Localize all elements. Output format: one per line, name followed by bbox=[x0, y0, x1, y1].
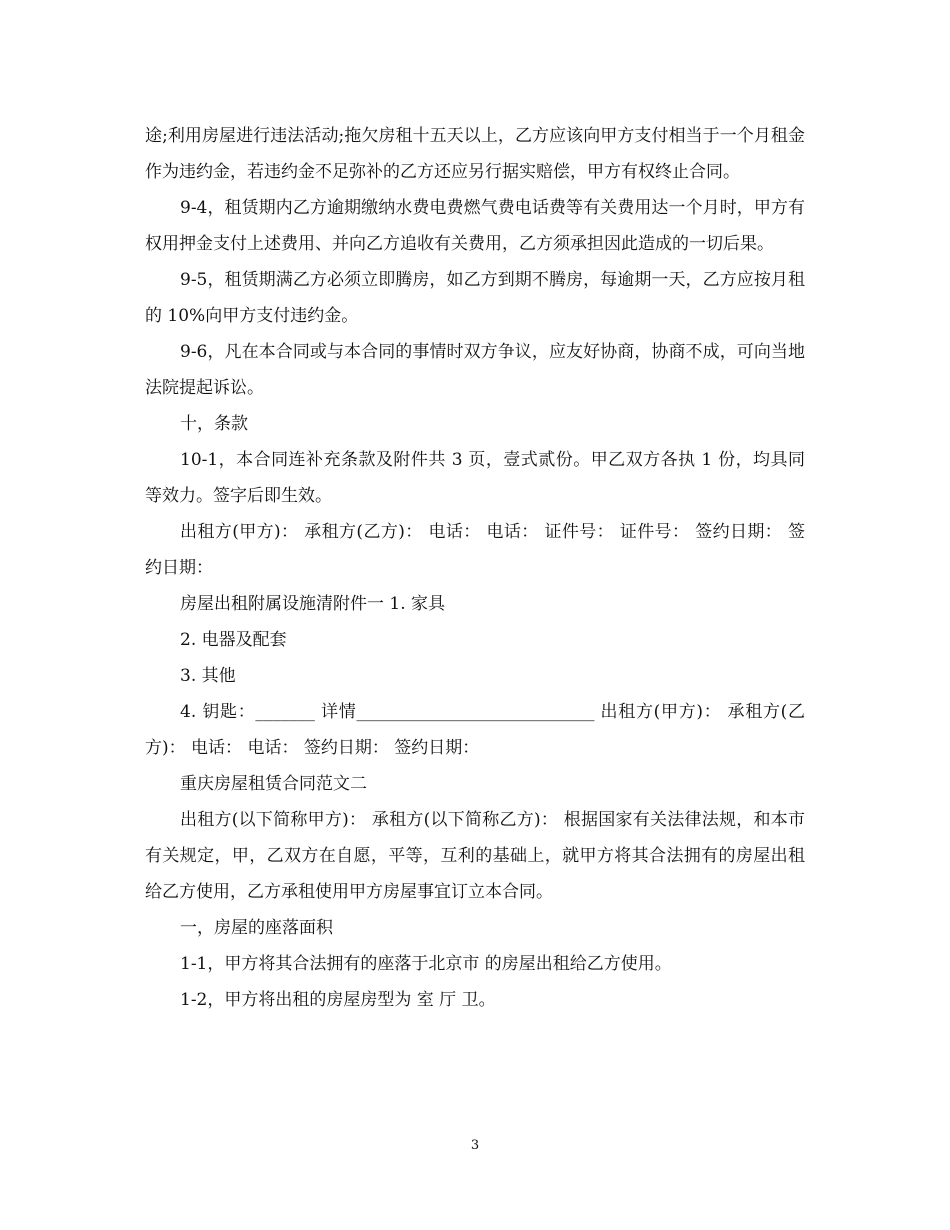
section-heading-10: 十，条款 bbox=[180, 414, 248, 434]
contract-sample-title: 重庆房屋租赁合同范文二 bbox=[180, 774, 367, 794]
paragraph-clause-9-4: 9-4，租赁期内乙方逾期缴纳水费电费燃气费电话费等有关费用达一个月时，甲方有权用押金支付上述费用、并向乙方追收有关费用，乙方须承担因此造成的一切后果。 bbox=[145, 198, 805, 254]
signature-block-1: 出租方(甲方)： 承租方(乙方)： 电话： 电话： 证件号： 证件号： 签约日期： 签约日期： bbox=[145, 522, 805, 578]
paragraph-clause-9-6: 9-6，凡在本合同或与本合同的事情时双方争议，应友好协商，协商不成，可向当地法院提起诉讼。 bbox=[145, 342, 805, 398]
attachment-item-1: 房屋出租附属设施清附件一 1. 家具 bbox=[180, 594, 446, 614]
paragraph-preamble: 出租方(以下简称甲方)： 承租方(以下简称乙方)： 根据国家有关法律法规，和本市有关规定，甲，乙双方在自愿，平等，互利的基础上，就甲方将其合法拥有的房屋出租给乙方使用，乙方承租使用甲方房屋事宜订立本合同。 bbox=[145, 810, 805, 902]
paragraph-penalty-termination: 途;利用房屋进行违法活动;拖欠房租十五天以上，乙方应该向甲方支付相当于一个月租金作为违约金，若违约金不足弥补的乙方还应另行据实赔偿，甲方有权终止合同。 bbox=[145, 126, 805, 182]
paragraph-clause-1-1: 1-1，甲方将其合法拥有的座落于北京市 的房屋出租给乙方使用。 bbox=[180, 954, 672, 974]
attachment-item-3: 3. 其他 bbox=[180, 666, 236, 686]
paragraph-clause-1-2: 1-2，甲方将出租的房屋房型为 室 厅 卫。 bbox=[180, 990, 496, 1010]
attachment-item-4: 4. 钥匙：_______ 详情____________________________ 出租方(甲方)： 承租方(乙方)： 电话： 电话： 签约日期： 签约日期： bbox=[145, 702, 805, 758]
attachment-item-2: 2. 电器及配套 bbox=[180, 630, 287, 650]
paragraph-clause-9-5: 9-5，租赁期满乙方必须立即腾房，如乙方到期不腾房，每逾期一天，乙方应按月租的 10%向甲方支付违约金。 bbox=[145, 270, 805, 326]
paragraph-clause-10-1: 10-1，本合同连补充条款及附件共 3 页，壹式贰份。甲乙双方各执 1 份，均具同等效力。签字后即生效。 bbox=[145, 450, 805, 506]
page-number: 3 bbox=[470, 1138, 480, 1153]
section-heading-1: 一，房屋的座落面积 bbox=[180, 918, 333, 938]
document-body bbox=[145, 118, 805, 1018]
